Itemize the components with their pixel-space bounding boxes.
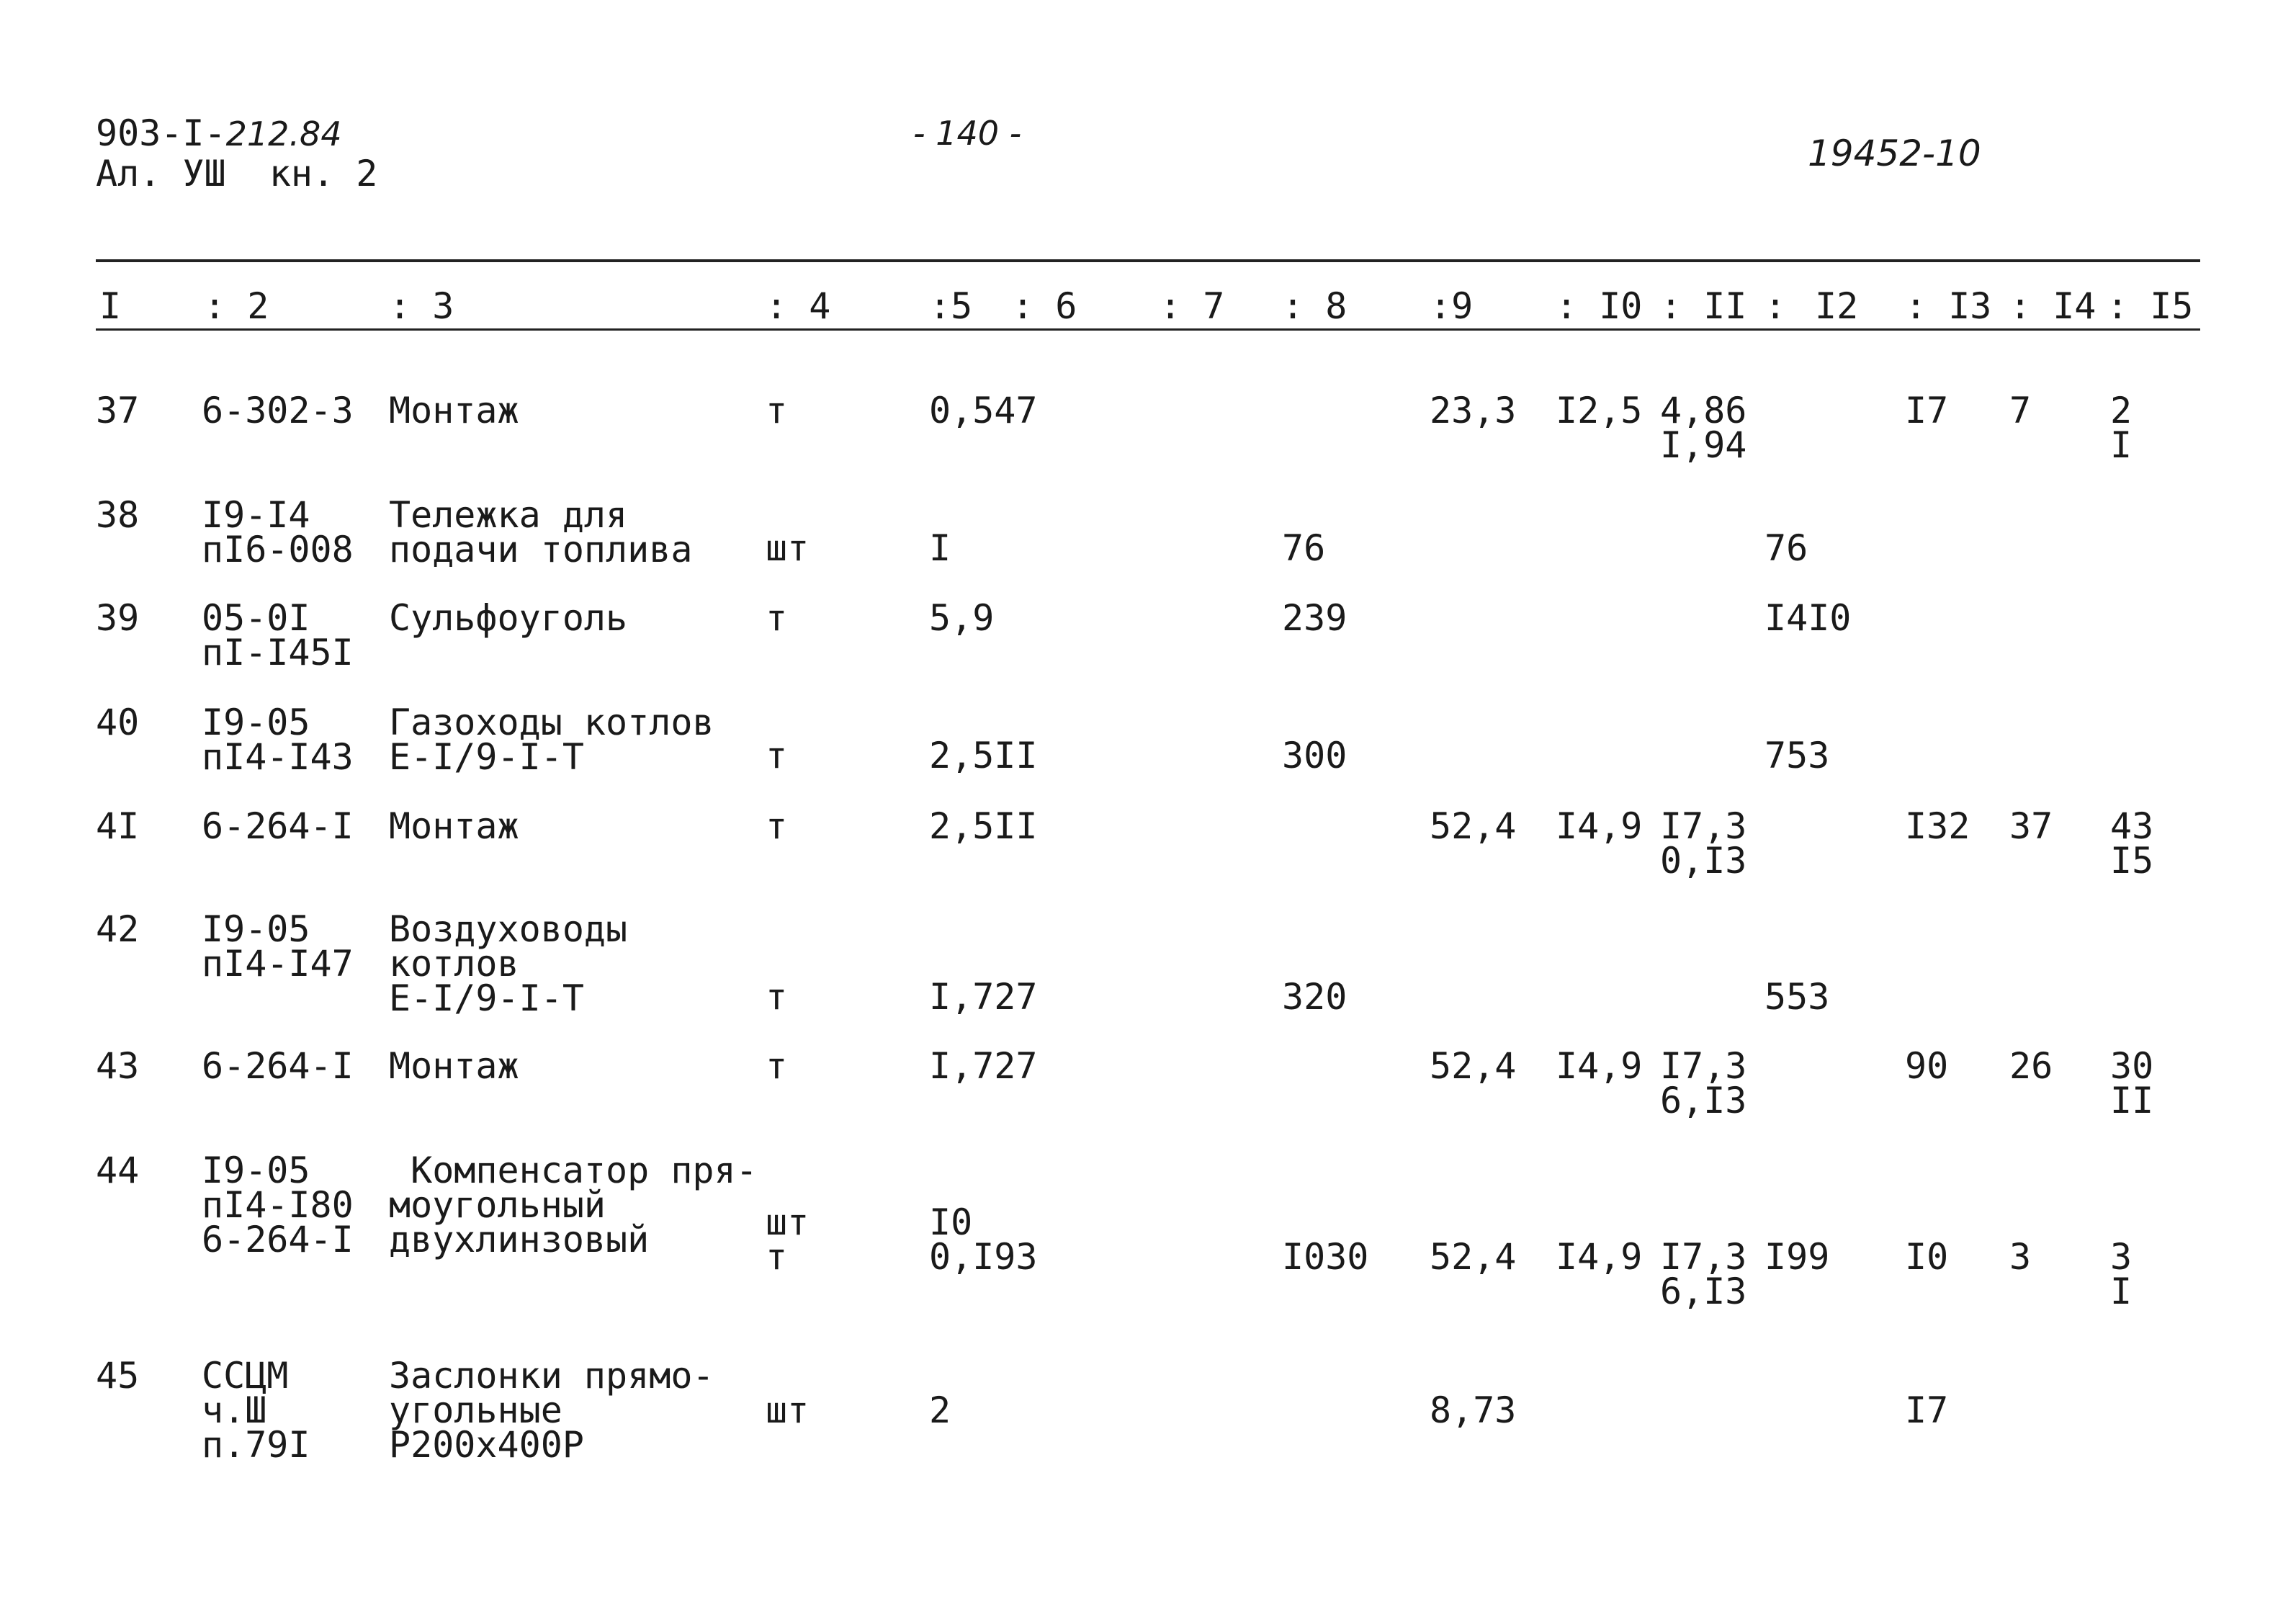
cell-name: подачи топлива	[389, 529, 693, 570]
cell-c8: 300	[1282, 734, 1347, 776]
cell-qty: I	[929, 527, 951, 569]
cell-row-number: 38	[96, 494, 140, 536]
cell-c12: I4I0	[1764, 597, 1852, 639]
cell-c12: 753	[1764, 734, 1830, 776]
column-header: I2	[1815, 285, 1859, 327]
cell-unit: т	[766, 805, 788, 847]
cell-code: пI4-I43	[202, 736, 354, 778]
cell-row-number: 39	[96, 597, 140, 639]
cell-c13: 90	[1905, 1045, 1949, 1087]
cell-c11: I7,3	[1660, 805, 1747, 847]
cell-c12: I99	[1764, 1236, 1830, 1278]
cell-c14: 26	[2009, 1045, 2053, 1087]
cell-name: Газоходы котлов	[389, 702, 714, 743]
cell-c15: I5	[2110, 840, 2154, 882]
cell-name: Монтаж	[389, 805, 519, 847]
cell-c9: 8,73	[1430, 1389, 1517, 1431]
column-header: : 6	[1012, 285, 1077, 327]
cell-c14: 37	[2009, 805, 2053, 847]
column-header: : 3	[389, 285, 454, 327]
cell-qty: 2,5II	[929, 805, 1038, 847]
cell-c9: 23,3	[1430, 390, 1517, 431]
cell-code: 6-264-I	[202, 1219, 354, 1260]
cell-c9: 52,4	[1430, 1045, 1517, 1087]
cell-c9: 52,4	[1430, 1236, 1517, 1278]
column-header: : 7	[1160, 285, 1225, 327]
cell-c8: 320	[1282, 975, 1347, 1018]
cell-code: п.79I	[202, 1424, 310, 1466]
cell-name: Заслонки прямо-	[389, 1355, 714, 1397]
cell-qty: 0,I93	[929, 1236, 1038, 1278]
doc-code-handwritten: 212.84	[225, 115, 342, 153]
cell-unit: т	[766, 1045, 788, 1087]
cell-code: 05-0I	[202, 597, 310, 639]
cell-c8: 76	[1282, 527, 1326, 569]
sheet-number: 19452-10	[1808, 133, 1981, 174]
cell-code: пI4-I47	[202, 943, 354, 985]
cell-row-number: 37	[96, 390, 140, 431]
cell-c12: 76	[1764, 527, 1808, 569]
cell-c8: 239	[1282, 597, 1347, 639]
cell-row-number: 45	[96, 1355, 140, 1397]
cell-c13: I7	[1905, 390, 1949, 431]
column-header: : I3	[1905, 285, 1992, 327]
doc-code: 903-I-212.84	[96, 112, 342, 154]
cell-name: котлов	[389, 943, 519, 985]
column-header: : 2	[204, 285, 269, 327]
cell-name: Монтаж	[389, 1045, 519, 1087]
cell-qty: I,727	[929, 1045, 1038, 1087]
cell-qty: I,727	[929, 975, 1038, 1018]
cell-c15: 43	[2110, 805, 2154, 847]
cell-name: Сульфоуголь	[389, 597, 628, 639]
cell-c15: 3	[2110, 1236, 2133, 1278]
cell-name: Е-I/9-I-Т	[389, 977, 584, 1019]
cell-name: Е-I/9-I-Т	[389, 736, 584, 778]
column-header: :	[1764, 285, 1787, 327]
cell-c14: 7	[2009, 390, 2032, 431]
cell-unit: шт	[766, 1201, 810, 1243]
column-header: :9	[1430, 285, 1474, 327]
cell-c11: I7,3	[1660, 1045, 1747, 1087]
cell-unit: т	[766, 390, 788, 431]
cell-c11: 6,I3	[1660, 1271, 1747, 1312]
cell-code: I9-05	[202, 1150, 310, 1191]
cell-c15: 2	[2110, 390, 2133, 431]
cell-unit: шт	[766, 1389, 810, 1431]
cell-unit: т	[766, 597, 788, 639]
cell-c9: 52,4	[1430, 805, 1517, 847]
cell-row-number: 44	[96, 1150, 140, 1191]
cell-c11: I,94	[1660, 424, 1747, 466]
cell-row-number: 43	[96, 1045, 140, 1087]
cell-name: угольные	[389, 1389, 562, 1431]
page-number: - 140 -	[913, 114, 1022, 153]
cell-c15: I	[2110, 424, 2133, 466]
cell-code: пI6-008	[202, 529, 354, 570]
cell-name: двухлинзовый	[389, 1219, 650, 1260]
cell-row-number: 40	[96, 702, 140, 743]
cell-unit: т	[766, 734, 788, 776]
cell-c10: I4,9	[1556, 1236, 1643, 1278]
cell-c15: II	[2110, 1080, 2154, 1121]
cell-name: Монтаж	[389, 390, 519, 431]
cell-name: Тележка для	[389, 494, 628, 536]
cell-c13: I7	[1905, 1389, 1949, 1431]
cell-c13: I32	[1905, 805, 1970, 847]
cell-qty: 0,547	[929, 390, 1038, 431]
cell-name: Р200х400Р	[389, 1424, 584, 1466]
cell-code: 6-302-3	[202, 390, 354, 431]
cell-qty: 2	[929, 1389, 951, 1431]
column-header: : I4	[2009, 285, 2097, 327]
cell-qty: 5,9	[929, 597, 995, 639]
column-header: :5	[929, 285, 973, 327]
cell-c8: I030	[1282, 1236, 1369, 1278]
column-header: I	[99, 285, 122, 327]
table-header-rule	[96, 328, 2200, 331]
cell-qty: I0	[929, 1201, 973, 1243]
column-header: : I5	[2107, 285, 2194, 327]
cell-c13: I0	[1905, 1236, 1949, 1278]
cell-name: Компенсатор пря-	[389, 1150, 758, 1191]
cell-code: 6-264-I	[202, 1045, 354, 1087]
cell-c11: 4,86	[1660, 390, 1747, 431]
cell-unit: шт	[766, 527, 810, 569]
table-top-rule	[96, 259, 2200, 262]
album-label: Ал. УШ кн. 2	[96, 153, 378, 194]
column-header: : I0	[1556, 285, 1643, 327]
cell-row-number: 42	[96, 908, 140, 950]
cell-c15: I	[2110, 1271, 2133, 1312]
cell-code: ч.Ш	[202, 1389, 267, 1431]
cell-unit: т	[766, 1236, 788, 1278]
cell-code: пI4-I80	[202, 1184, 354, 1226]
cell-name: Воздуховоды	[389, 908, 628, 950]
cell-unit: т	[766, 975, 788, 1018]
column-header: : 4	[766, 285, 831, 327]
cell-c15: 30	[2110, 1045, 2154, 1087]
column-header: : 8	[1282, 285, 1347, 327]
cell-row-number: 4I	[96, 805, 140, 847]
cell-code: 6-264-I	[202, 805, 354, 847]
cell-code: ССЦМ	[202, 1355, 289, 1397]
cell-c12: 553	[1764, 975, 1830, 1018]
cell-code: I9-I4	[202, 494, 310, 536]
cell-c10: I4,9	[1556, 805, 1643, 847]
cell-qty: 2,5II	[929, 734, 1038, 776]
cell-name: моугольный	[389, 1184, 606, 1226]
cell-c11: I7,3	[1660, 1236, 1747, 1278]
cell-code: I9-05	[202, 702, 310, 743]
cell-c10: I2,5	[1556, 390, 1643, 431]
cell-c11: 6,I3	[1660, 1080, 1747, 1121]
cell-c11: 0,I3	[1660, 840, 1747, 882]
cell-c10: I4,9	[1556, 1045, 1643, 1087]
cell-c14: 3	[2009, 1236, 2032, 1278]
cell-code: пI-I45I	[202, 632, 354, 673]
column-header: : II	[1660, 285, 1747, 327]
cell-code: I9-05	[202, 908, 310, 950]
